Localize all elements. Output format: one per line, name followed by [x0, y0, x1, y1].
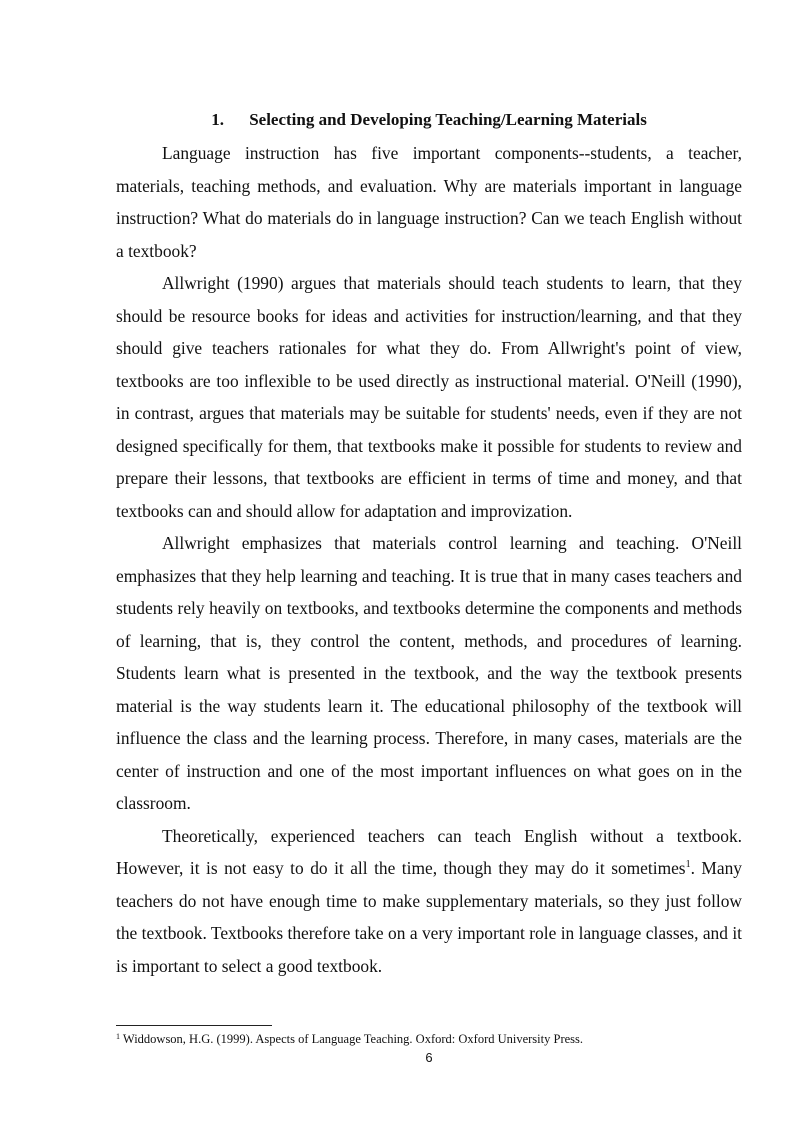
- section-heading: [116, 108, 742, 132]
- paragraph-2: Allwright (1990) argues that materials should teach students to learn, that they should be resource books for ideas and activities for instruction/learning, and that they should give teachers rationales for what they do. From Allwright's point of view, textbooks are too inflexible to be used directly as instructional material. O'Neill (1990), in contrast, argues that materials may be suitable for students' needs, even if they are not designed specifically for them, that textbooks make it possible for students to review and prepare their lessons, that textbooks are efficient in terms of time and money, and that textbooks can and should allow for adaptation and improvization.: [116, 273, 742, 521]
- paragraph-4-text-start: Theoretically, experienced teachers can teach English without a textbook. However, it is not easy to do it all the time, though they may do it sometimes: [116, 825, 742, 878]
- page-number: 6: [425, 1050, 433, 1065]
- section-title: Selecting and Developing Teaching/Learning Materials: [249, 110, 647, 129]
- paragraph-4-text-end: . Many teachers do not have enough time to make supplementary materials, so they just follow the textbook. Textbooks therefore take on a very important role in language classes, and it is important to select a good textbook.: [116, 858, 742, 976]
- footnote-separator: [116, 1025, 272, 1026]
- body-text: [116, 137, 742, 982]
- paragraph-3: Allwright emphasizes that materials control learning and teaching. O'Neill emphasizes that they help learning and teaching. It is true that in many cases teachers and students rely heavily on textbooks, and textbooks determine the components and methods of learning, that is, they control the content, methods, and procedures of learning. Students learn what is presented in the textbook, and the way the textbook presents material is the way students learn it. The educational philosophy of the textbook will influence the class and the learning process. Therefore, in many cases, materials are the center of instruction and one of the most important influences on what goes on in the classroom.: [116, 533, 742, 813]
- section-number: 1.: [211, 110, 224, 129]
- paragraph-4: [116, 820, 742, 983]
- footnote-mark: 1: [116, 1032, 120, 1041]
- footnote: [116, 1031, 756, 1047]
- footnote-text: Widdowson, H.G. (1999). Aspects of Language Teaching. Oxford: Oxford University Press.: [120, 1032, 584, 1046]
- paragraph-1: Language instruction has five important components--students, a teacher, materials, teaching methods, and evaluation. Why are materials important in language instruction? What do materials do in language instruction? Can we teach English without a textbook?: [116, 143, 742, 261]
- footnote-reference[interactable]: 1: [685, 859, 691, 870]
